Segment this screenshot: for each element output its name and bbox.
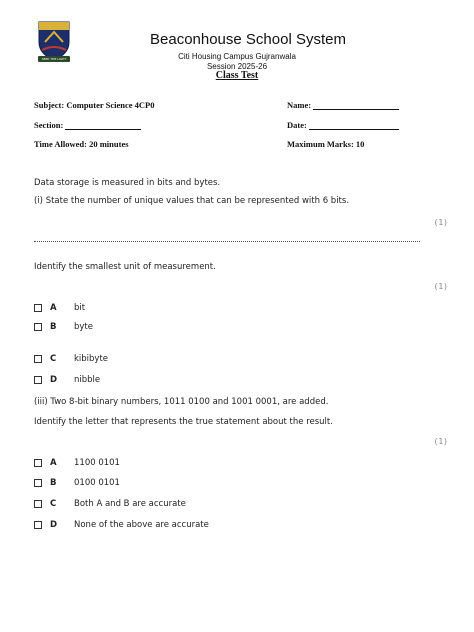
campus-name: Citi Housing Campus Gujranwala bbox=[178, 52, 296, 61]
option-text: 0100 0101 bbox=[74, 478, 120, 488]
logo-motto: SEEK THE LIGHT bbox=[41, 57, 67, 61]
subject-label: Subject: Computer Science 4CP0 bbox=[34, 100, 155, 110]
option-row[interactable] bbox=[34, 499, 186, 509]
checkbox[interactable] bbox=[34, 376, 42, 384]
checkbox[interactable] bbox=[34, 304, 42, 312]
option-letter: C bbox=[50, 499, 57, 509]
time-allowed: Time Allowed: 20 minutes bbox=[34, 139, 129, 149]
section-field bbox=[34, 120, 141, 130]
option-text: byte bbox=[74, 322, 93, 332]
section-label: Section: bbox=[34, 120, 64, 130]
option-text: Both A and B are accurate bbox=[74, 499, 186, 509]
answer-line bbox=[34, 241, 420, 242]
question-3-marks: (1) bbox=[433, 437, 448, 446]
option-letter: A bbox=[50, 303, 57, 313]
session-text: Session 2025-26 bbox=[206, 62, 268, 71]
option-letter: D bbox=[50, 520, 58, 530]
date-field bbox=[287, 120, 399, 130]
option-row[interactable] bbox=[34, 458, 120, 468]
option-letter: B bbox=[50, 478, 57, 488]
option-row[interactable] bbox=[34, 520, 209, 530]
option-letter: A bbox=[50, 458, 57, 468]
option-text: bit bbox=[74, 303, 86, 313]
option-text: None of the above are accurate bbox=[74, 520, 209, 530]
name-field bbox=[287, 100, 399, 110]
date-underline bbox=[309, 120, 399, 130]
checkbox[interactable] bbox=[34, 500, 42, 508]
question-3: (iii) Two 8-bit binary numbers, 1011 0100 and 1001 0001, are added. bbox=[34, 397, 329, 407]
checkbox[interactable] bbox=[34, 323, 42, 331]
option-row[interactable] bbox=[34, 478, 120, 488]
max-marks: Maximum Marks: 10 bbox=[287, 139, 365, 149]
question-2: Identify the smallest unit of measurement. bbox=[34, 262, 216, 272]
school-name: Beaconhouse School System bbox=[150, 31, 346, 48]
option-row[interactable] bbox=[34, 354, 108, 364]
question-2-marks: (1) bbox=[433, 282, 448, 291]
option-row[interactable] bbox=[34, 322, 93, 332]
question-3-subtext: Identify the letter that represents the true statement about the result. bbox=[34, 417, 333, 427]
checkbox[interactable] bbox=[34, 521, 42, 529]
test-title: Class Test bbox=[215, 70, 259, 81]
checkbox[interactable] bbox=[34, 459, 42, 467]
date-label: Date: bbox=[287, 120, 307, 130]
option-letter: D bbox=[50, 375, 58, 385]
question-1: (i) State the number of unique values that can be represented with 6 bits. bbox=[34, 196, 350, 206]
checkbox[interactable] bbox=[34, 355, 42, 363]
intro-text: Data storage is measured in bits and bytes. bbox=[34, 178, 221, 188]
option-text: nibble bbox=[74, 375, 101, 385]
checkbox[interactable] bbox=[34, 479, 42, 487]
question-1-marks: (1) bbox=[433, 218, 448, 227]
name-label: Name: bbox=[287, 100, 312, 110]
option-row[interactable] bbox=[34, 375, 100, 385]
option-text: kibibyte bbox=[74, 354, 109, 364]
name-underline bbox=[313, 100, 399, 110]
option-text: 1100 0101 bbox=[74, 458, 120, 468]
option-letter: C bbox=[50, 354, 57, 364]
option-row[interactable] bbox=[34, 303, 85, 313]
section-underline bbox=[65, 120, 141, 130]
option-letter: B bbox=[50, 322, 57, 332]
